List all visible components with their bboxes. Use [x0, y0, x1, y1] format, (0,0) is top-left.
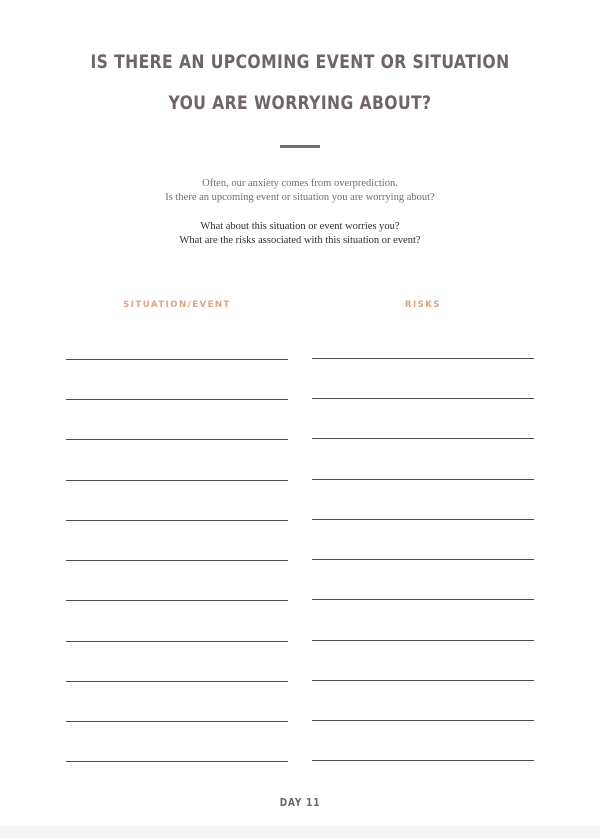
- situation-event-line[interactable]: [66, 359, 288, 360]
- situation-event-line[interactable]: [66, 520, 288, 521]
- intro-text-line-1: Often, our anxiety comes from overprediction.: [202, 178, 398, 189]
- page-title-line-2: YOU ARE WORRYING ABOUT?: [168, 92, 432, 114]
- risks-line[interactable]: [312, 358, 534, 359]
- situation-event-line[interactable]: [66, 399, 288, 400]
- risks-line[interactable]: [312, 438, 534, 439]
- situation-event-line[interactable]: [66, 681, 288, 682]
- risks-line[interactable]: [312, 519, 534, 520]
- risks-line[interactable]: [312, 720, 534, 721]
- situation-event-line[interactable]: [66, 600, 288, 601]
- page-title-line-1: IS THERE AN UPCOMING EVENT OR SITUATION: [90, 51, 510, 73]
- situation-event-line[interactable]: [66, 641, 288, 642]
- intro-text-line-2: Is there an upcoming event or situation you are worrying about?: [165, 192, 435, 203]
- risks-line[interactable]: [312, 680, 534, 681]
- prompt-question-2: What are the risks associated with this situation or event?: [179, 235, 421, 246]
- situation-event-line[interactable]: [66, 721, 288, 722]
- title-divider: [280, 145, 320, 148]
- prompt-question-1: What about this situation or event worries you?: [200, 221, 400, 232]
- situation-event-column-header: SITUATION/EVENT: [123, 300, 231, 310]
- page-bottom-edge: [0, 826, 600, 838]
- situation-event-line[interactable]: [66, 439, 288, 440]
- risks-line[interactable]: [312, 640, 534, 641]
- risks-line[interactable]: [312, 398, 534, 399]
- risks-column-header: RISKS: [404, 300, 442, 310]
- risks-line[interactable]: [312, 599, 534, 600]
- situation-event-line[interactable]: [66, 560, 288, 561]
- risks-line[interactable]: [312, 760, 534, 761]
- day-label: DAY 11: [279, 797, 321, 809]
- situation-event-line[interactable]: [66, 761, 288, 762]
- risks-line[interactable]: [312, 559, 534, 560]
- risks-line[interactable]: [312, 479, 534, 480]
- situation-event-line[interactable]: [66, 480, 288, 481]
